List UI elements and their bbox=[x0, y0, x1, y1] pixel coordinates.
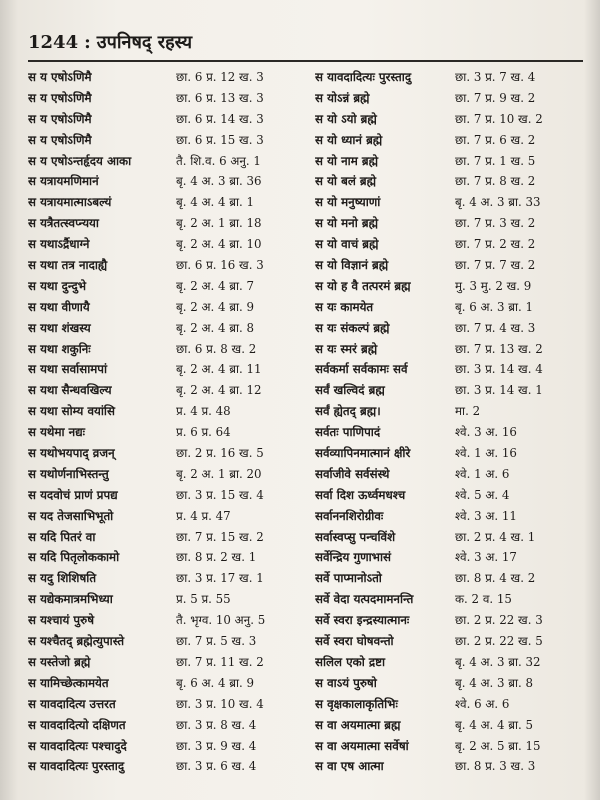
entry-mantra: स यदि पितरं वा bbox=[28, 529, 96, 544]
entry-reference: बृ. 2 अ. 4 ब्रा. 8 bbox=[176, 320, 255, 335]
index-entry bbox=[28, 567, 313, 588]
index-entry bbox=[28, 254, 313, 275]
entry-reference: छा. 6 प्र. 13 ख. 3 bbox=[176, 90, 264, 105]
entry-reference: बृ. 4 अ. 4 ब्रा. 1 bbox=[176, 195, 255, 210]
entry-reference: प्र. 6 प्र. 64 bbox=[176, 425, 231, 440]
entry-mantra: सर्वे पाप्मानोऽतो bbox=[315, 571, 382, 586]
binding-shadow bbox=[0, 0, 18, 800]
index-entry bbox=[315, 400, 586, 421]
index-entry bbox=[315, 442, 586, 463]
index-entry bbox=[315, 87, 586, 108]
entry-mantra: स यो ऽयो ब्रह्मे bbox=[315, 111, 377, 126]
entry-reference: श्वे. 1 अ. 6 bbox=[455, 466, 510, 481]
entry-mantra: स यथोभयपाद् व्रजन् bbox=[28, 446, 115, 461]
entry-reference: छा. 6 प्र. 15 ख. 3 bbox=[176, 132, 264, 147]
entry-mantra: स य एषोऽणिमै bbox=[28, 132, 92, 147]
page-header bbox=[28, 30, 192, 56]
entry-mantra: स यत्रायमात्माऽबल्यं bbox=[28, 195, 112, 210]
entry-reference: छा. 7 प्र. 7 ख. 2 bbox=[455, 258, 536, 273]
entry-reference: छा. 2 प्र. 22 ख. 3 bbox=[455, 613, 543, 628]
entry-mantra: स यदु शिशिषति bbox=[28, 571, 97, 586]
entry-reference: छा. 6 प्र. 14 ख. 3 bbox=[176, 111, 264, 126]
index-entry bbox=[28, 693, 313, 714]
entry-reference: छा. 8 प्र. 3 ख. 3 bbox=[455, 759, 536, 774]
entry-mantra: स यावदादित्यः पश्चादुदे bbox=[28, 738, 127, 753]
entry-reference: श्वे. 6 अ. 6 bbox=[455, 696, 510, 711]
entry-reference: छा. 7 प्र. 8 ख. 2 bbox=[455, 174, 536, 189]
entry-mantra: स यश्चैतद् ब्रह्मेत्युपास्ते bbox=[28, 634, 125, 649]
index-entry bbox=[315, 526, 586, 547]
entry-mantra: स यथा सर्वासामपां bbox=[28, 362, 108, 377]
index-entry bbox=[315, 191, 586, 212]
entry-reference: श्वे. 3 अ. 11 bbox=[455, 508, 517, 523]
entry-reference: बृ. 4 अ. 3 ब्रा. 32 bbox=[455, 654, 541, 669]
index-entry bbox=[315, 358, 586, 379]
index-entry bbox=[28, 630, 313, 651]
entry-mantra: स यावदादित्यः पुरस्तादु bbox=[315, 70, 412, 84]
entry-reference: छा. 7 प्र. 1 ख. 5 bbox=[455, 153, 536, 168]
index-entry bbox=[28, 191, 313, 212]
index-entry bbox=[28, 129, 313, 150]
entry-mantra: सलिल एको द्रष्टा bbox=[315, 654, 386, 669]
entry-reference: छा. 7 प्र. 13 ख. 2 bbox=[455, 341, 543, 356]
index-entry bbox=[28, 714, 313, 735]
index-entry bbox=[315, 672, 586, 693]
index-entry bbox=[315, 463, 586, 484]
entry-mantra: स यस्तेजो ब्रह्मे bbox=[28, 654, 91, 669]
entry-reference: छा. 2 प्र. 22 ख. 5 bbox=[455, 634, 543, 649]
index-entry bbox=[315, 714, 586, 735]
header-separator: : bbox=[84, 32, 91, 53]
entry-reference: छा. 3 प्र. 10 ख. 4 bbox=[176, 696, 264, 711]
entry-mantra: स वा एष आत्मा bbox=[315, 759, 384, 774]
entry-mantra: स य एषोऽन्तर्हृदय आका bbox=[28, 153, 132, 168]
index-entry bbox=[28, 484, 313, 505]
entry-reference: छा. 3 प्र. 14 ख. 1 bbox=[455, 383, 543, 398]
entry-mantra: स यद्येकमात्रमभिध्या bbox=[28, 592, 113, 607]
index-entry bbox=[315, 254, 586, 275]
index-entry bbox=[315, 484, 586, 505]
entry-mantra: स यो ध्यानं ब्रह्मे bbox=[315, 132, 383, 147]
entry-reference: छा. 8 प्र. 2 ख. 1 bbox=[176, 550, 257, 565]
entry-mantra: सर्वकर्मा सर्वकामः सर्व bbox=[315, 362, 408, 377]
entry-reference: छा. 8 प्र. 4 ख. 2 bbox=[455, 571, 536, 586]
entry-reference: क. 2 व. 15 bbox=[455, 592, 512, 607]
entry-reference: मु. 3 मु. 2 ख. 9 bbox=[455, 278, 532, 293]
entry-mantra: स यथेमा नद्यः bbox=[28, 425, 86, 440]
index-entry bbox=[315, 693, 586, 714]
page-number: 1244 bbox=[28, 32, 79, 53]
index-entry bbox=[315, 66, 586, 87]
entry-reference: बृ. 2 अ. 4 ब्रा. 11 bbox=[176, 362, 262, 377]
index-entry bbox=[315, 505, 586, 526]
index-entry bbox=[28, 651, 313, 672]
entry-reference: छा. 3 प्र. 15 ख. 4 bbox=[176, 487, 264, 502]
entry-mantra: स यो वाचं ब्रह्मे bbox=[315, 237, 379, 252]
entry-reference: छा. 2 प्र. 4 ख. 1 bbox=[455, 529, 536, 544]
entry-mantra: स वृक्षकालाकृतिभिः bbox=[315, 696, 398, 711]
entry-reference: प्र. 4 प्र. 48 bbox=[176, 404, 231, 419]
entry-reference: छा. 3 प्र. 7 ख. 4 bbox=[455, 70, 536, 84]
entry-reference: छा. 3 प्र. 6 ख. 4 bbox=[176, 759, 257, 774]
index-entry bbox=[28, 546, 313, 567]
entry-reference: बृ. 2 अ. 4 ब्रा. 9 bbox=[176, 299, 255, 314]
entry-mantra: स यावदादित्यः पुरस्तादु bbox=[28, 759, 125, 774]
index-entry bbox=[28, 212, 313, 233]
entry-mantra: स यथा शकुनिः bbox=[28, 341, 91, 356]
index-entry bbox=[28, 463, 313, 484]
entry-mantra: स यथा सैन्धवखिल्य bbox=[28, 383, 112, 398]
entry-mantra: सर्वास्वप्सु पन्चविंशे bbox=[315, 529, 396, 544]
index-entry bbox=[315, 317, 586, 338]
entry-mantra: सर्वतः पाणिपादं bbox=[315, 425, 381, 440]
index-entry bbox=[28, 170, 313, 191]
entry-reference: छा. 7 प्र. 10 ख. 2 bbox=[455, 111, 543, 126]
entry-mantra: सर्वव्यापिनमात्मानं क्षीरे bbox=[315, 446, 411, 461]
entry-reference: बृ. 6 अ. 3 ब्रा. 1 bbox=[455, 299, 534, 314]
index-entry bbox=[315, 150, 586, 171]
entry-mantra: स यत्रायमणिमानं bbox=[28, 174, 99, 189]
entry-mantra: स यदवोचं प्राणं प्रपद्य bbox=[28, 487, 118, 502]
entry-mantra: सर्वे स्वरा घोषवन्तो bbox=[315, 634, 394, 649]
entry-reference: छा. 6 प्र. 12 ख. 3 bbox=[176, 70, 264, 84]
entry-reference: बृ. 2 अ. 1 ब्रा. 20 bbox=[176, 466, 262, 481]
entry-mantra: स वा अयमात्मा सर्वेषां bbox=[315, 738, 409, 753]
entry-reference: श्वे. 3 अ. 17 bbox=[455, 550, 517, 565]
entry-mantra: स यो बलं ब्रह्मे bbox=[315, 174, 377, 189]
left-column bbox=[28, 66, 313, 774]
index-entry bbox=[315, 233, 586, 254]
entry-reference: छा. 3 प्र. 8 ख. 4 bbox=[176, 717, 257, 732]
index-entry bbox=[315, 108, 586, 129]
page-edge-shadow bbox=[584, 0, 600, 800]
entry-mantra: स यत्रैतत्स्वप्न्यया bbox=[28, 216, 99, 231]
entry-mantra: सर्वं ह्येतद् ब्रह्म। bbox=[315, 404, 381, 419]
entry-reference: छा. 6 प्र. 16 ख. 3 bbox=[176, 258, 264, 273]
entry-mantra: स यथा वीणायै bbox=[28, 299, 90, 314]
entry-reference: तै. भृग्व. 10 अनु. 5 bbox=[176, 613, 266, 628]
index-entry bbox=[28, 379, 313, 400]
entry-reference: बृ. 4 अ. 4 ब्रा. 5 bbox=[455, 717, 534, 732]
index-entry bbox=[315, 609, 586, 630]
entry-reference: बृ. 2 अ. 4 ब्रा. 7 bbox=[176, 278, 255, 293]
index-entry bbox=[28, 150, 313, 171]
entry-mantra: स यथा दुन्दुभे bbox=[28, 278, 87, 293]
entry-reference: छा. 7 प्र. 11 ख. 2 bbox=[176, 654, 264, 669]
index-entry bbox=[315, 379, 586, 400]
entry-mantra: स यामिच्छेत्कामयेत bbox=[28, 675, 109, 690]
entry-reference: छा. 7 प्र. 5 ख. 3 bbox=[176, 634, 257, 649]
entry-reference: बृ. 2 अ. 1 ब्रा. 18 bbox=[176, 216, 262, 231]
right-column bbox=[315, 66, 586, 774]
index-entry bbox=[28, 87, 313, 108]
index-entry bbox=[28, 421, 313, 442]
entry-reference: बृ. 2 अ. 4 ब्रा. 12 bbox=[176, 383, 262, 398]
index-entry bbox=[315, 567, 586, 588]
index-entry bbox=[28, 108, 313, 129]
index-entry bbox=[315, 755, 586, 776]
index-entry bbox=[28, 609, 313, 630]
index-entry bbox=[28, 275, 313, 296]
index-columns bbox=[28, 66, 586, 774]
entry-mantra: स य एषोऽणिमै bbox=[28, 111, 92, 126]
entry-mantra: स यथा शंखस्य bbox=[28, 320, 91, 335]
entry-mantra: सर्वेन्द्रिय गुणाभासं bbox=[315, 550, 391, 565]
entry-mantra: स यः संकल्पं ब्रह्मे bbox=[315, 320, 390, 335]
entry-mantra: स योऽन्नं ब्रह्मे bbox=[315, 90, 370, 105]
index-entry bbox=[28, 66, 313, 87]
index-entry bbox=[28, 233, 313, 254]
entry-reference: छा. 7 प्र. 6 ख. 2 bbox=[455, 132, 536, 147]
entry-reference: छा. 3 प्र. 9 ख. 4 bbox=[176, 738, 257, 753]
entry-mantra: स वा अयमात्मा ब्रह्म bbox=[315, 717, 401, 732]
entry-mantra: स यः कामयेत bbox=[315, 299, 374, 314]
entry-reference: बृ. 4 अ. 3 ब्रा. 8 bbox=[455, 675, 534, 690]
index-entry bbox=[28, 400, 313, 421]
entry-reference: छा. 3 प्र. 17 ख. 1 bbox=[176, 571, 264, 586]
index-entry bbox=[315, 338, 586, 359]
index-entry bbox=[315, 212, 586, 233]
entry-reference: छा. 7 प्र. 15 ख. 2 bbox=[176, 529, 264, 544]
index-entry bbox=[315, 129, 586, 150]
index-entry bbox=[315, 588, 586, 609]
entry-mantra: स यथाऽर्द्रैधाग्ने bbox=[28, 237, 90, 252]
index-entry bbox=[28, 296, 313, 317]
entry-reference: छा. 7 प्र. 3 ख. 2 bbox=[455, 216, 536, 231]
index-entry bbox=[28, 755, 313, 776]
index-entry bbox=[28, 526, 313, 547]
entry-mantra: स यो मनुष्याणां bbox=[315, 195, 381, 210]
index-entry bbox=[28, 505, 313, 526]
entry-reference: श्वे. 1 अ. 16 bbox=[455, 446, 517, 461]
entry-mantra: स यावदादित्य उत्तरत bbox=[28, 696, 116, 711]
entry-mantra: स वाऽयं पुरुषो bbox=[315, 675, 377, 690]
entry-reference: तै. शि.व. 6 अनु. 1 bbox=[176, 153, 261, 168]
entry-mantra: सर्वं खल्विदं ब्रह्म bbox=[315, 383, 385, 398]
index-entry bbox=[315, 275, 586, 296]
entry-mantra: स यश्चायं पुरुषे bbox=[28, 613, 95, 628]
entry-mantra: स यो ह वै तत्परमं ब्रह्म bbox=[315, 278, 411, 293]
running-title: उपनिषद् रहस्य bbox=[96, 32, 193, 53]
entry-mantra: सर्वे स्वरा इन्द्रस्यात्मानः bbox=[315, 613, 410, 628]
entry-mantra: स यथा सोम्य वयांसि bbox=[28, 404, 115, 419]
entry-mantra: स य एषोऽणिमै bbox=[28, 70, 92, 84]
entry-mantra: स यो मनो ब्रह्मे bbox=[315, 216, 379, 231]
entry-reference: छा. 7 प्र. 9 ख. 2 bbox=[455, 90, 536, 105]
index-entry bbox=[28, 358, 313, 379]
entry-reference: बृ. 6 अ. 4 ब्रा. 9 bbox=[176, 675, 255, 690]
index-entry bbox=[28, 672, 313, 693]
header-rule bbox=[28, 60, 583, 62]
entry-mantra: स य एषोऽणिमै bbox=[28, 90, 92, 105]
entry-reference: बृ. 4 अ. 3 ब्रा. 33 bbox=[455, 195, 541, 210]
index-entry bbox=[315, 630, 586, 651]
entry-reference: बृ. 2 अ. 4 ब्रा. 10 bbox=[176, 237, 262, 252]
index-entry bbox=[28, 442, 313, 463]
entry-mantra: स यावदादित्यो दक्षिणत bbox=[28, 717, 126, 732]
entry-mantra: स यः स्मरं ब्रह्मे bbox=[315, 341, 378, 356]
index-entry bbox=[28, 735, 313, 756]
entry-mantra: सर्वाननशिरोग्रीवः bbox=[315, 508, 384, 523]
index-entry bbox=[28, 317, 313, 338]
entry-reference: छा. 3 प्र. 14 ख. 4 bbox=[455, 362, 543, 377]
index-entry bbox=[315, 296, 586, 317]
index-entry bbox=[28, 588, 313, 609]
entry-mantra: सर्वाजीवे सर्वसंस्थे bbox=[315, 466, 390, 481]
entry-reference: मा. 2 bbox=[455, 404, 481, 419]
index-entry bbox=[315, 421, 586, 442]
entry-reference: बृ. 4 अ. 3 ब्रा. 36 bbox=[176, 174, 262, 189]
entry-mantra: स यद तेजसाभिभूतो bbox=[28, 508, 114, 523]
entry-reference: श्वे. 5 अ. 4 bbox=[455, 487, 510, 502]
index-entry bbox=[315, 735, 586, 756]
entry-reference: बृ. 2 अ. 5 ब्रा. 15 bbox=[455, 738, 541, 753]
entry-reference: श्वे. 3 अ. 16 bbox=[455, 425, 517, 440]
index-entry bbox=[315, 546, 586, 567]
entry-mantra: सर्वे वेदा यत्पदमामनन्ति bbox=[315, 592, 414, 607]
entry-reference: छा. 2 प्र. 16 ख. 5 bbox=[176, 446, 264, 461]
entry-mantra: स यो विज्ञानं ब्रह्मे bbox=[315, 258, 389, 273]
entry-reference: छा. 7 प्र. 4 ख. 3 bbox=[455, 320, 536, 335]
index-entry bbox=[28, 338, 313, 359]
entry-mantra: स यथा तत्र नादाह्यै bbox=[28, 258, 108, 273]
entry-reference: प्र. 4 प्र. 47 bbox=[176, 508, 231, 523]
index-entry bbox=[315, 170, 586, 191]
entry-mantra: सर्वा दिश ऊर्ध्वमधश्च bbox=[315, 487, 406, 502]
entry-reference: प्र. 5 प्र. 55 bbox=[176, 592, 231, 607]
entry-mantra: स यथोर्णनाभिस्तन्तु bbox=[28, 466, 109, 481]
entry-mantra: स यदि पितृलोककामो bbox=[28, 550, 120, 565]
entry-mantra: स यो नाम ब्रह्मे bbox=[315, 153, 379, 168]
entry-reference: छा. 6 प्र. 8 ख. 2 bbox=[176, 341, 257, 356]
entry-reference: छा. 7 प्र. 2 ख. 2 bbox=[455, 237, 536, 252]
index-entry bbox=[315, 651, 586, 672]
